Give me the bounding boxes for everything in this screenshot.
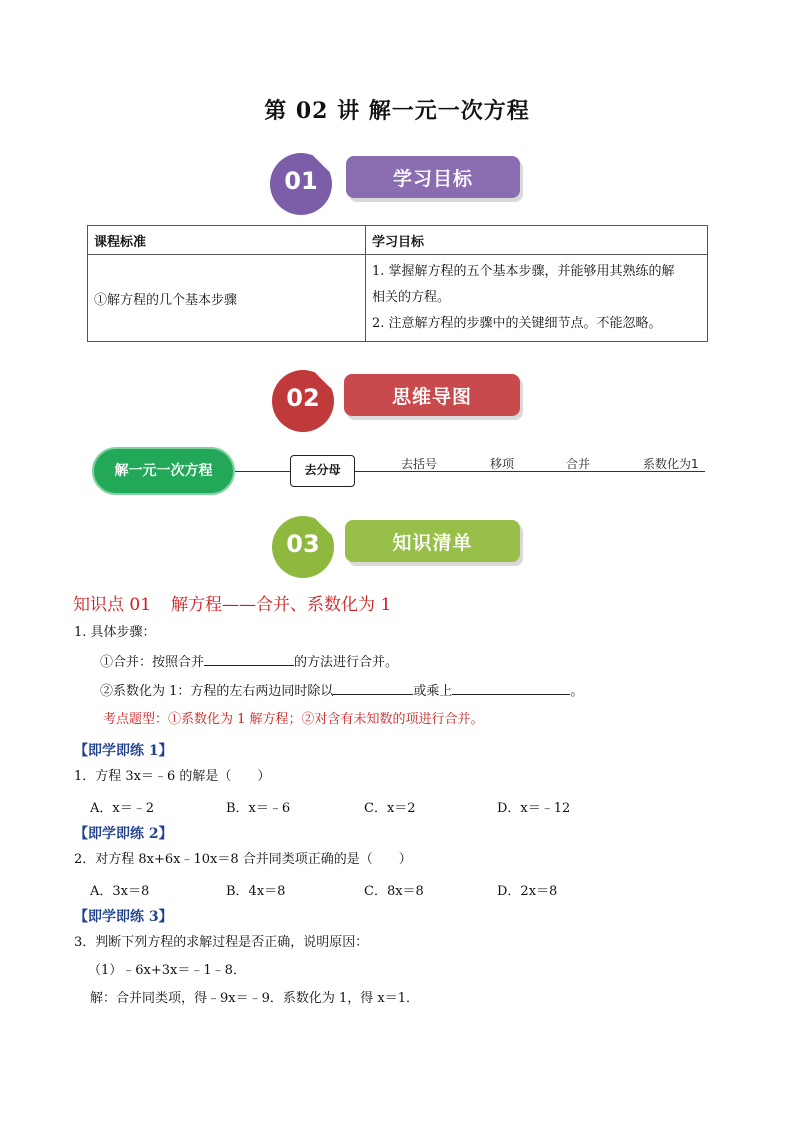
section-bar-02 (344, 374, 520, 416)
option-b[interactable]: B．x＝﹣6 (226, 801, 291, 816)
page-title: 第 02 讲 解一元一次方程 (264, 98, 530, 124)
option-a[interactable]: A．3x＝8 (90, 884, 150, 899)
mindmap-step: 合并 (566, 457, 591, 471)
section-number: 02 (286, 384, 320, 412)
step-merge-text: 的方法进行合并。 (294, 655, 399, 670)
practice-tag: 【即学即练 2】 (74, 826, 173, 842)
option-c[interactable]: C．8x＝8 (364, 884, 424, 899)
table-header-standard: 课程标准 (88, 226, 366, 255)
option-a[interactable]: A．x＝﹣2 (90, 801, 154, 816)
section-badge-01 (270, 153, 332, 215)
practice-subquestion: （1）﹣6x+3x＝﹣1﹣8． (88, 963, 246, 978)
option-b[interactable]: B．4x＝8 (226, 884, 286, 899)
option-d[interactable]: D．x＝﹣12 (497, 801, 571, 816)
step-coefficient-text: 或乘上 (413, 684, 453, 699)
fill-blank[interactable] (452, 682, 570, 695)
knowledge-point-topic: 解方程——合并、系数化为 1 (171, 595, 392, 615)
section-number: 01 (284, 167, 318, 195)
section-label: 学习目标 (392, 168, 473, 190)
knowledge-point-number: 知识点 01 (73, 595, 152, 615)
table-cell-goals (366, 255, 708, 342)
goal-line: 2. 注意解方程的步骤中的关键细节点。不能忽略。 (372, 316, 662, 331)
section-badge-03 (272, 516, 334, 578)
section-bar-03 (345, 520, 520, 562)
step-coefficient-text: 。 (570, 684, 584, 699)
step-coefficient-text: ②系数化为 1：方程的左右两边同时除以 (100, 684, 334, 699)
table-cell-standard: ①解方程的几个基本步骤 (88, 255, 366, 342)
mindmap-step: 系数化为1 (643, 457, 699, 471)
option-c[interactable]: C．x＝2 (364, 801, 416, 816)
option-d[interactable]: D．2x＝8 (497, 884, 558, 899)
section-badge-02 (272, 370, 334, 432)
knowledge-point-title (73, 590, 391, 615)
practice-question: 2．对方程 8x+6x﹣10x＝8 合并同类项正确的是（ ） (74, 852, 412, 867)
goal-line: 相关的方程。 (372, 290, 451, 305)
goal-line: 1. 掌握解方程的五个基本步骤，并能够用其熟练的解 (372, 264, 675, 279)
mindmap-step: 移项 (490, 457, 515, 471)
table-header-goals: 学习目标 (366, 226, 708, 255)
mindmap-connector (235, 471, 290, 472)
step-merge-text: ①合并：按照合并 (100, 655, 205, 670)
section-label: 知识清单 (392, 532, 473, 554)
fill-blank[interactable] (333, 682, 413, 695)
mindmap-node-first: 去分母 (290, 455, 355, 487)
exam-types: 考点题型：①系数化为 1 解方程；②对含有未知数的项进行合并。 (103, 712, 484, 727)
practice-tag: 【即学即练 1】 (74, 743, 173, 759)
mindmap-step: 去括号 (401, 457, 438, 471)
section-label: 思维导图 (391, 386, 472, 408)
section-number: 03 (286, 530, 320, 558)
practice-question: 3．判断下列方程的求解过程是否正确，说明原因： (74, 935, 369, 950)
step-merge (100, 653, 398, 672)
section-bar-01 (346, 156, 520, 198)
steps-heading: 1. 具体步骤： (74, 625, 156, 640)
goals-table (87, 225, 708, 342)
step-coefficient (100, 682, 583, 701)
mindmap-root: 解一元一次方程 (92, 447, 235, 495)
fill-blank[interactable] (204, 653, 294, 666)
practice-solution: 解：合并同类项，得﹣9x＝﹣9．系数化为 1，得 x＝1． (90, 991, 420, 1006)
practice-question: 1．方程 3x＝﹣6 的解是（ ） (74, 769, 271, 784)
practice-tag: 【即学即练 3】 (74, 909, 173, 925)
